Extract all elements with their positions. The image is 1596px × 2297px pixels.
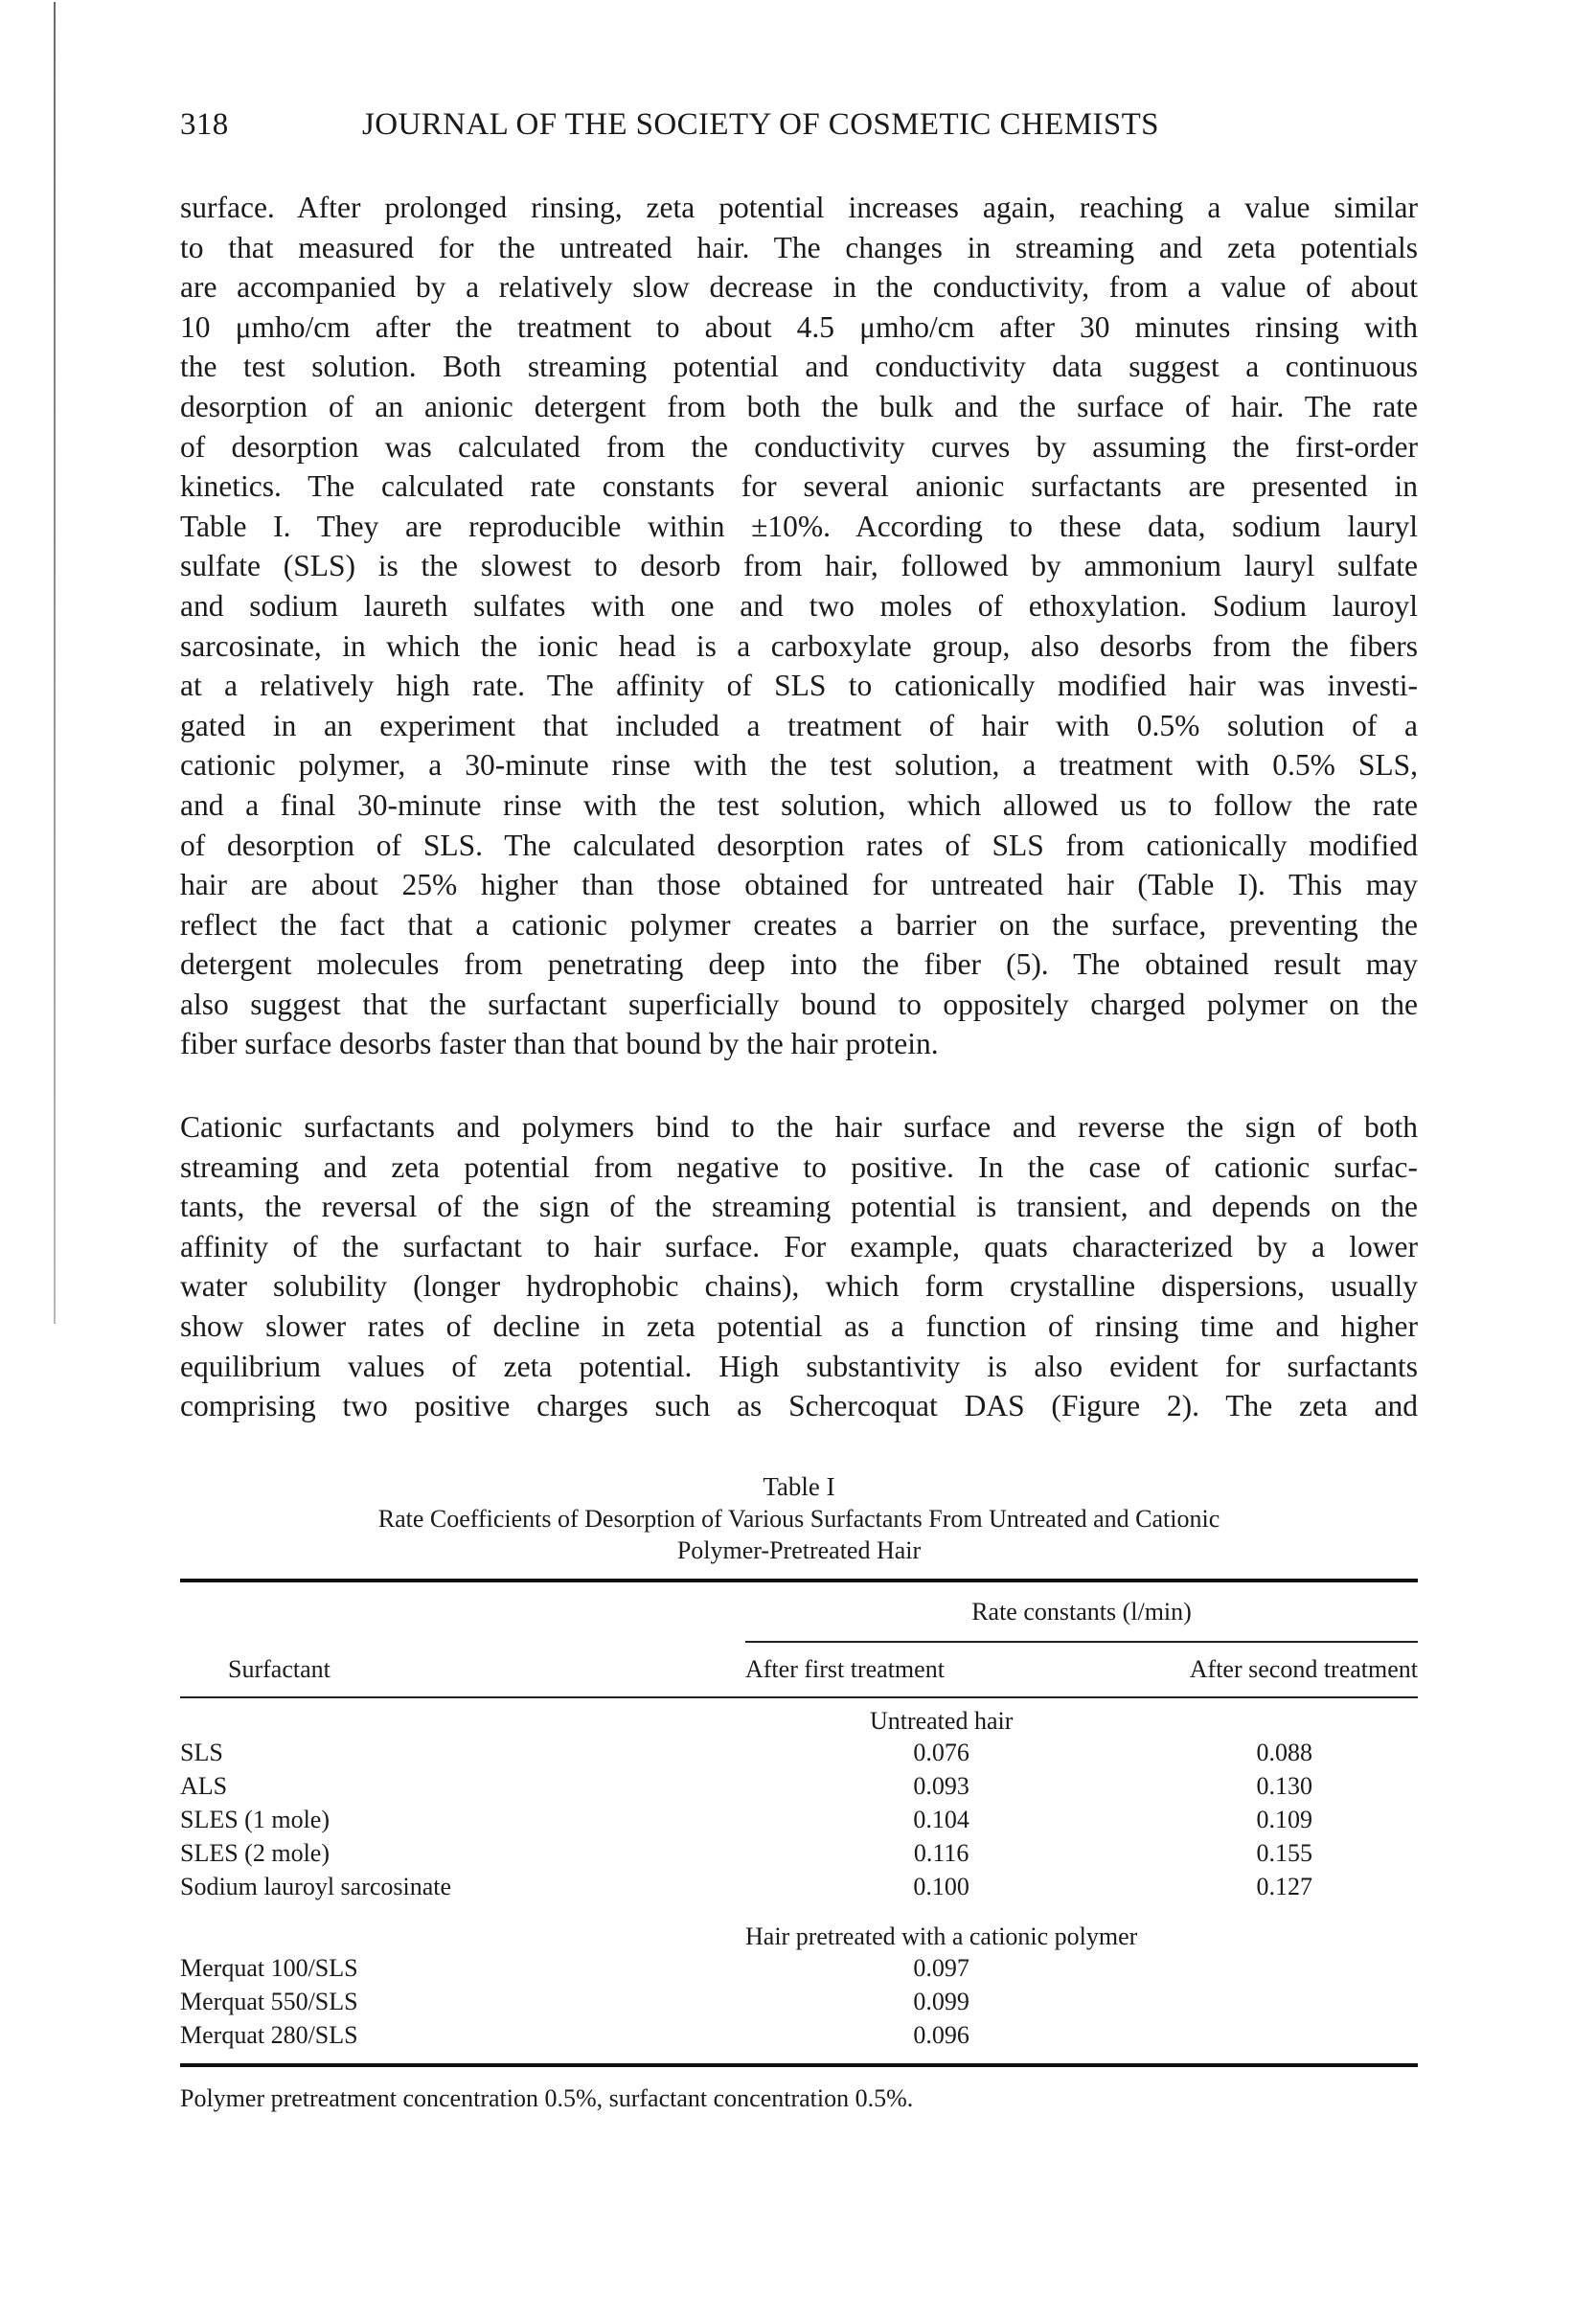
column-header-surfactant: Surfactant bbox=[228, 1654, 331, 1683]
text-line: kinetics. The calculated rate constants for several anionic surfactants are presented in bbox=[180, 469, 1418, 504]
cell-first: 0.116 bbox=[913, 1838, 969, 1867]
cell-second: 0.155 bbox=[1256, 1838, 1312, 1867]
paragraph-1 bbox=[180, 188, 1418, 1064]
group-label: Hair pretreated with a cationic polymer bbox=[745, 1922, 1138, 1950]
text-line: sarcosinate, in which the ionic head is a carboxylate group, also desorbs from the fibers bbox=[180, 628, 1418, 663]
table-row bbox=[180, 2018, 1418, 2052]
scan-edge-line bbox=[54, 2, 56, 1324]
text-line: sulfate (SLS) is the slowest to desorb from hair, followed by ammonium lauryl sulfate bbox=[180, 549, 1418, 583]
cell-first: 0.097 bbox=[913, 1953, 969, 1982]
text-line: show slower rates of decline in zeta potential as a function of rinsing time and higher bbox=[180, 1308, 1418, 1343]
cell-second bbox=[1137, 2018, 1418, 2052]
cell-surfactant: SLES (2 mole) bbox=[180, 1838, 330, 1867]
cell-first: 0.096 bbox=[913, 2020, 969, 2049]
page-number: 318 bbox=[180, 107, 229, 142]
paragraph-2 bbox=[180, 1107, 1418, 1426]
cell-second bbox=[1137, 1985, 1418, 2018]
cell-surfactant: Merquat 280/SLS bbox=[180, 2020, 358, 2049]
text-line: Table I. They are reproducible within ±10%. According to these data, sodium lauryl bbox=[180, 509, 1418, 543]
text-line: comprising two positive charges such as Schercoquat DAS (Figure 2). The zeta and bbox=[180, 1389, 1418, 1423]
cell-second: 0.127 bbox=[1256, 1872, 1312, 1900]
text-line: water solubility (longer hydrophobic chains), which form crystalline dispersions, usually bbox=[180, 1269, 1418, 1304]
text-line: of desorption was calculated from the conductivity curves by assuming the first-order bbox=[180, 429, 1418, 464]
text-line: at a relatively high rate. The affinity of SLS to cationically modified hair was investi- bbox=[180, 669, 1418, 703]
table-caption-line: Rate Coefficients of Desorption of Various Surfactants From Untreated and Cationic bbox=[377, 1505, 1220, 1533]
text-line: equilibrium values of zeta potential. High substantivity is also evident for surfactants bbox=[180, 1349, 1418, 1383]
text-line: and a final 30-minute rinse with the test solution, which allowed us to follow the rate bbox=[180, 787, 1418, 822]
cell-first: 0.104 bbox=[913, 1805, 969, 1833]
table-1 bbox=[180, 1471, 1418, 2113]
text-line: tants, the reversal of the sign of the streaming potential is transient, and depends on the bbox=[180, 1190, 1418, 1224]
text-line: are accompanied by a relatively slow decrease in the conductivity, from a value of about bbox=[180, 270, 1418, 305]
table-row bbox=[180, 1769, 1418, 1803]
text-line: cationic polymer, a 30-minute rinse with the test solution, a treatment with 0.5% SLS, bbox=[180, 748, 1418, 783]
table-row bbox=[180, 1836, 1418, 1870]
table-row bbox=[180, 1736, 1418, 1769]
column-header-first: After first treatment bbox=[745, 1655, 945, 1683]
cell-second: 0.130 bbox=[1256, 1771, 1312, 1800]
table-caption-line: Polymer-Pretreated Hair bbox=[676, 1536, 922, 1564]
spanner-header: Rate constants (l/min) bbox=[745, 1582, 1418, 1642]
text-line: gated in an experiment that included a treatment of hair with 0.5% solution of a bbox=[180, 708, 1418, 742]
cell-first: 0.099 bbox=[913, 1987, 969, 2015]
table-bottom-rule bbox=[180, 2063, 1418, 2067]
cell-first: 0.093 bbox=[913, 1771, 969, 1800]
table-row bbox=[180, 1985, 1418, 2018]
text-line: of desorption of SLS. The calculated desorption rates of SLS from cationically modified bbox=[180, 828, 1418, 862]
text-line: fiber surface desorbs faster than that bound by the hair protein. bbox=[180, 1027, 939, 1061]
column-header-second: After second treatment bbox=[1189, 1655, 1418, 1683]
text-line: and sodium laureth sulfates with one and two moles of ethoxylation. Sodium lauroyl bbox=[180, 588, 1418, 623]
text-line: desorption of an anionic detergent from both the bulk and the surface of hair. The rate bbox=[180, 389, 1418, 423]
text-line: detergent molecules from penetrating deep into the fiber (5). The obtained result may bbox=[180, 947, 1418, 982]
table-label: Table I bbox=[763, 1472, 835, 1501]
table-row bbox=[180, 1951, 1418, 1985]
cell-surfactant: SLS bbox=[180, 1738, 223, 1766]
cell-second bbox=[1137, 1951, 1418, 1985]
text-line: hair are about 25% higher than those obtained for untreated hair (Table I). This may bbox=[180, 868, 1418, 902]
table-row bbox=[180, 1803, 1418, 1836]
text-line: affinity of the surfactant to hair surface. For example, quats characterized by a lower bbox=[180, 1229, 1418, 1263]
text-line: to that measured for the untreated hair. The changes in streaming and zeta potentials bbox=[180, 230, 1418, 264]
text-line: surface. After prolonged rinsing, zeta potential increases again, reaching a value similar bbox=[180, 191, 1418, 224]
text-line: Cationic surfactants and polymers bind to the hair surface and reverse the sign of both bbox=[180, 1110, 1418, 1144]
cell-first: 0.100 bbox=[913, 1872, 969, 1900]
text-line: the test solution. Both streaming potential and conductivity data suggest a continuous bbox=[180, 350, 1418, 384]
cell-second: 0.109 bbox=[1256, 1805, 1312, 1833]
cell-first: 0.076 bbox=[913, 1738, 969, 1766]
text-line: reflect the fact that a cationic polymer creates a barrier on the surface, preventing the bbox=[180, 907, 1418, 942]
cell-surfactant: ALS bbox=[180, 1771, 228, 1800]
cell-surfactant: Sodium lauroyl sarcosinate bbox=[180, 1872, 452, 1900]
table-row bbox=[180, 1870, 1418, 1903]
cell-surfactant: SLES (1 mole) bbox=[180, 1805, 330, 1833]
cell-second: 0.088 bbox=[1256, 1738, 1312, 1766]
data-table bbox=[180, 1582, 1418, 2052]
journal-title: JOURNAL OF THE SOCIETY OF COSMETIC CHEMISTS bbox=[362, 107, 1159, 142]
text-line: streaming and zeta potential from negative to positive. In the case of cationic surfac- bbox=[180, 1149, 1418, 1184]
text-line: 10 μmho/cm after the treatment to about 4.5 μmho/cm after 30 minutes rinsing with bbox=[180, 309, 1418, 344]
cell-surfactant: Merquat 550/SLS bbox=[180, 1987, 358, 2015]
table-footnote: Polymer pretreatment concentration 0.5%, surfactant concentration 0.5%. bbox=[180, 2084, 914, 2112]
cell-surfactant: Merquat 100/SLS bbox=[180, 1953, 358, 1982]
group-label: Untreated hair bbox=[869, 1707, 1014, 1735]
running-head bbox=[180, 107, 1159, 143]
text-line: also suggest that the surfactant superficially bound to oppositely charged polymer on the bbox=[180, 987, 1418, 1021]
